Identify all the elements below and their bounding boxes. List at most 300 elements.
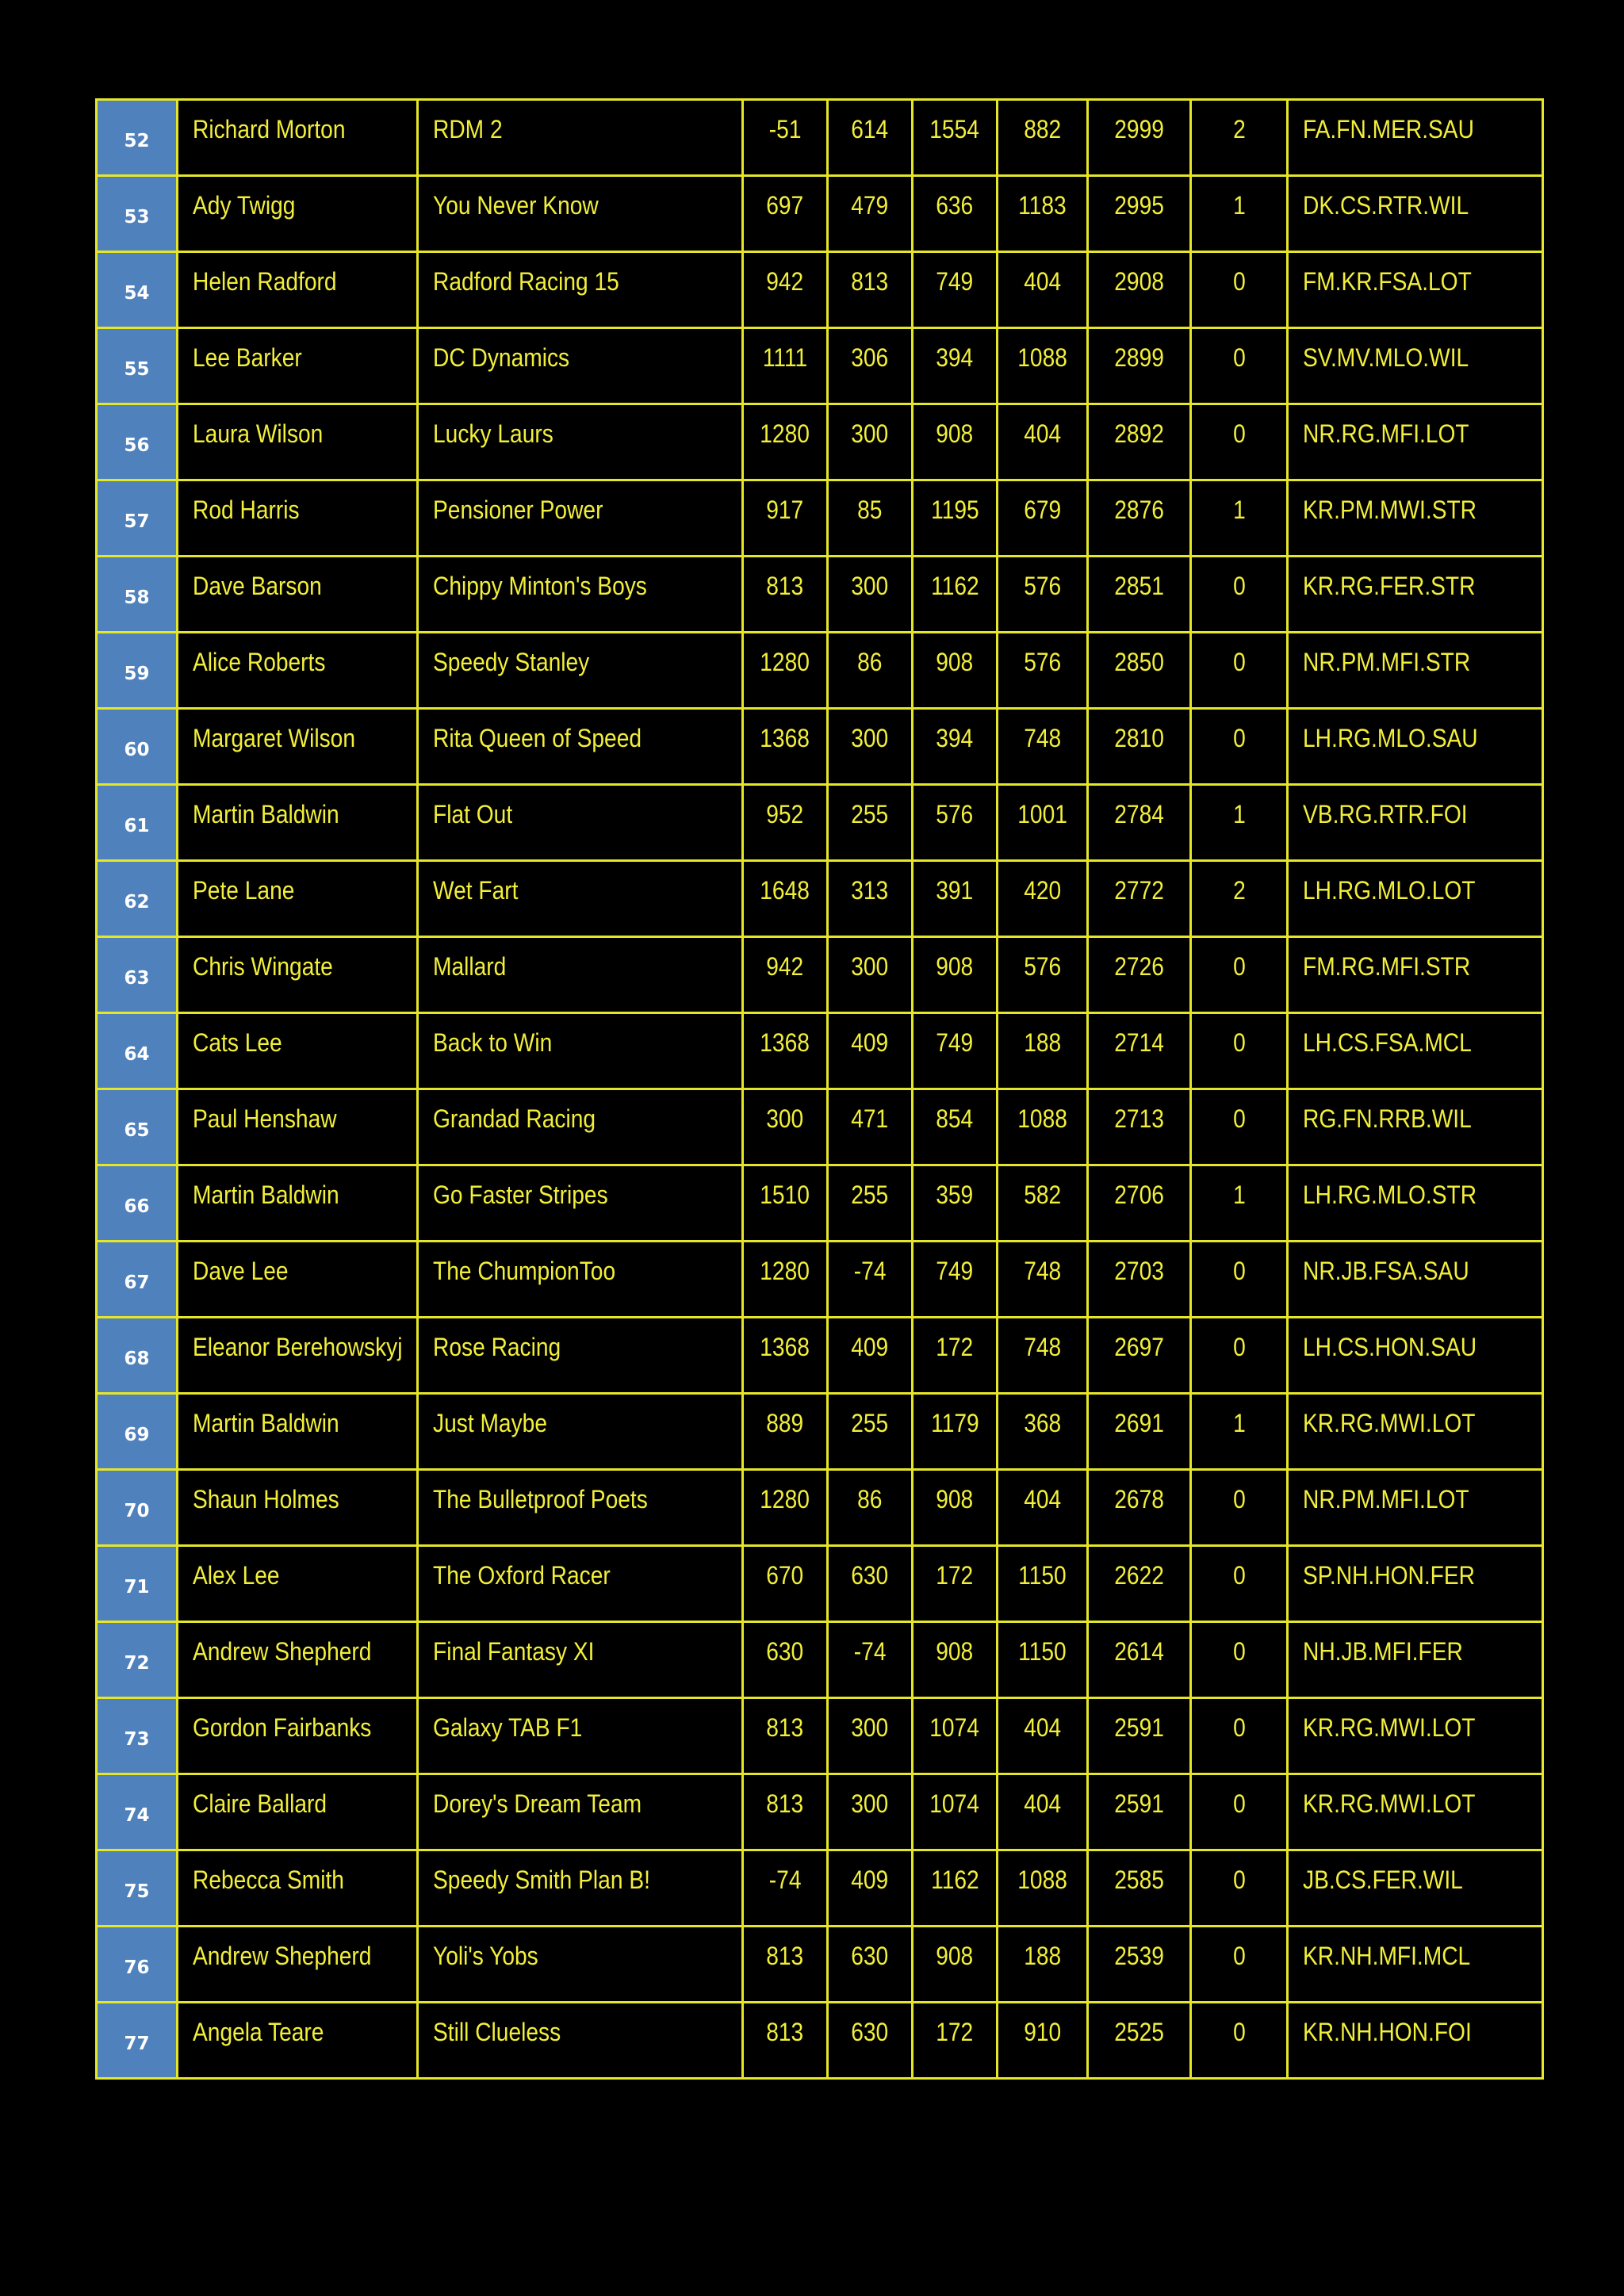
points-col-4-cell	[998, 1470, 1088, 1546]
extra-count-text: 0	[1232, 952, 1246, 981]
points-col-4-cell	[998, 1242, 1088, 1318]
player-name-cell	[178, 1013, 418, 1089]
points-col-4-cell	[998, 1850, 1088, 1927]
team-name-text: Speedy Smith Plan B!	[433, 1866, 650, 1894]
position-cell: 58	[97, 557, 178, 633]
points-col-2-text: 300	[851, 952, 889, 981]
extra-count-cell	[1191, 2003, 1288, 2079]
total-points-text: 2726	[1114, 952, 1164, 981]
team-name-cell	[418, 480, 743, 557]
points-col-4-text: 1150	[1018, 1637, 1067, 1666]
points-col-2-text: 86	[857, 648, 883, 676]
position-cell: 76	[97, 1927, 178, 2003]
points-col-4-text: 582	[1024, 1181, 1061, 1209]
points-col-3-text: 749	[936, 1028, 974, 1057]
points-col-2-cell	[828, 709, 913, 785]
total-points-text: 2810	[1114, 724, 1164, 752]
team-name-cell	[418, 252, 743, 328]
team-name-text: Radford Racing 15	[433, 267, 619, 296]
selection-code-text: FM.KR.FSA.LOT	[1303, 267, 1472, 296]
points-col-4-text: 576	[1024, 648, 1061, 676]
player-name-cell	[178, 1698, 418, 1774]
extra-count-cell	[1191, 328, 1288, 404]
team-name-cell	[418, 2003, 743, 2079]
position-cell: 74	[97, 1774, 178, 1850]
extra-count-cell	[1191, 1698, 1288, 1774]
extra-count-text: 1	[1232, 1409, 1246, 1437]
points-col-1-cell	[743, 1470, 828, 1546]
selection-code-text: NR.PM.MFI.STR	[1303, 648, 1471, 676]
points-col-1-text: 300	[766, 1104, 804, 1133]
table-row	[97, 404, 1543, 480]
selection-code-text: LH.RG.MLO.SAU	[1303, 724, 1478, 752]
points-col-2-text: 313	[851, 876, 889, 905]
position-cell: 71	[97, 1546, 178, 1622]
points-col-4-cell	[998, 861, 1088, 937]
selection-code-text: NH.JB.MFI.FER	[1303, 1637, 1463, 1666]
team-name-cell	[418, 1165, 743, 1242]
selection-code-text: KR.PM.MWI.STR	[1303, 496, 1477, 524]
extra-count-text: 2	[1232, 115, 1246, 144]
extra-count-text: 0	[1232, 648, 1246, 676]
points-col-4-text: 1183	[1018, 191, 1067, 220]
team-name-cell	[418, 633, 743, 709]
team-name-cell	[418, 328, 743, 404]
total-points-text: 2876	[1114, 496, 1164, 524]
extra-count-cell	[1191, 557, 1288, 633]
points-col-1-text: 917	[766, 496, 804, 524]
selection-code-text: KR.NH.HON.FOI	[1303, 2018, 1472, 2046]
table-row	[97, 861, 1543, 937]
selection-code-text: NR.PM.MFI.LOT	[1303, 1485, 1469, 1513]
points-col-3-cell	[913, 328, 998, 404]
points-col-2-cell	[828, 100, 913, 176]
points-col-3-text: 1195	[930, 496, 979, 524]
points-col-4-cell	[998, 633, 1088, 709]
team-name-text: The Bulletproof Poets	[433, 1485, 648, 1513]
total-points-text: 2678	[1114, 1485, 1164, 1513]
selection-code-text: LH.RG.MLO.LOT	[1303, 876, 1476, 905]
team-name-text: RDM 2	[433, 115, 503, 144]
extra-count-text: 0	[1232, 1561, 1246, 1590]
team-name-text: The Oxford Racer	[433, 1561, 611, 1590]
extra-count-text: 0	[1232, 267, 1246, 296]
extra-count-text: 0	[1232, 572, 1246, 600]
points-col-4-cell	[998, 785, 1088, 861]
position-cell: 75	[97, 1850, 178, 1927]
points-col-3-cell	[913, 1470, 998, 1546]
extra-count-cell	[1191, 937, 1288, 1013]
selection-code-cell	[1288, 1318, 1543, 1394]
points-col-1-text: 670	[766, 1561, 804, 1590]
extra-count-cell	[1191, 709, 1288, 785]
points-col-4-cell	[998, 1318, 1088, 1394]
team-name-cell	[418, 1013, 743, 1089]
total-points-cell	[1088, 557, 1191, 633]
extra-count-cell	[1191, 404, 1288, 480]
points-col-2-cell	[828, 404, 913, 480]
points-col-2-text: 409	[851, 1866, 889, 1894]
total-points-cell	[1088, 1622, 1191, 1698]
table-row	[97, 100, 1543, 176]
player-name-text: Richard Morton	[193, 115, 346, 144]
selection-code-text: FA.FN.MER.SAU	[1303, 115, 1474, 144]
total-points-text: 2784	[1114, 800, 1164, 828]
player-name-text: Angela Teare	[193, 2018, 324, 2046]
points-col-4-text: 1088	[1017, 1104, 1067, 1133]
selection-code-text: KR.NH.MFI.MCL	[1303, 1942, 1471, 1970]
points-col-3-text: 1179	[930, 1409, 979, 1437]
points-col-1-cell	[743, 1927, 828, 2003]
player-name-cell	[178, 1774, 418, 1850]
total-points-cell	[1088, 1850, 1191, 1927]
team-name-cell	[418, 1774, 743, 1850]
team-name-text: The ChumpionToo	[433, 1257, 616, 1285]
points-col-1-cell	[743, 937, 828, 1013]
points-col-1-cell	[743, 100, 828, 176]
points-col-3-text: 636	[936, 191, 974, 220]
total-points-cell	[1088, 176, 1191, 252]
total-points-cell	[1088, 1089, 1191, 1165]
extra-count-cell	[1191, 252, 1288, 328]
points-col-3-cell	[913, 785, 998, 861]
table-row	[97, 937, 1543, 1013]
points-col-1-cell	[743, 404, 828, 480]
total-points-text: 2539	[1114, 1942, 1164, 1970]
points-col-4-text: 882	[1024, 115, 1061, 144]
player-name-text: Shaun Holmes	[193, 1485, 339, 1513]
player-name-text: Martin Baldwin	[193, 1181, 339, 1209]
total-points-text: 2591	[1114, 1789, 1164, 1818]
table-row	[97, 785, 1543, 861]
player-name-cell	[178, 328, 418, 404]
extra-count-cell	[1191, 1242, 1288, 1318]
extra-count-text: 0	[1232, 419, 1246, 448]
position-cell: 63	[97, 937, 178, 1013]
extra-count-cell	[1191, 1165, 1288, 1242]
points-col-1-text: 813	[766, 1942, 804, 1970]
points-col-1-cell	[743, 861, 828, 937]
points-col-2-cell	[828, 1318, 913, 1394]
total-points-cell	[1088, 1774, 1191, 1850]
player-name-text: Alex Lee	[193, 1561, 280, 1590]
team-name-text: Rose Racing	[433, 1333, 561, 1361]
extra-count-text: 2	[1232, 876, 1246, 905]
player-name-text: Margaret Wilson	[193, 724, 355, 752]
selection-code-text: SP.NH.HON.FER	[1303, 1561, 1475, 1590]
total-points-cell	[1088, 1698, 1191, 1774]
position-cell: 70	[97, 1470, 178, 1546]
total-points-cell	[1088, 1013, 1191, 1089]
points-col-1-cell	[743, 1242, 828, 1318]
total-points-text: 2908	[1114, 267, 1164, 296]
selection-code-text: KR.RG.FER.STR	[1303, 572, 1476, 600]
team-name-text: Wet Fart	[433, 876, 519, 905]
points-col-4-cell	[998, 2003, 1088, 2079]
total-points-text: 2995	[1114, 191, 1164, 220]
points-col-3-text: 1554	[929, 115, 980, 144]
team-name-text: Mallard	[433, 952, 507, 981]
total-points-text: 2999	[1114, 115, 1164, 144]
points-col-1-text: 1368	[760, 1028, 810, 1057]
selection-code-text: NR.JB.FSA.SAU	[1303, 1257, 1469, 1285]
points-col-1-text: 813	[766, 572, 804, 600]
extra-count-cell	[1191, 1318, 1288, 1394]
points-col-3-text: 1074	[929, 1789, 980, 1818]
points-col-3-text: 359	[936, 1181, 974, 1209]
player-name-cell	[178, 1242, 418, 1318]
table-row	[97, 557, 1543, 633]
points-col-3-text: 172	[936, 2018, 974, 2046]
extra-count-text: 0	[1232, 1257, 1246, 1285]
extra-count-text: 1	[1232, 496, 1246, 524]
extra-count-text: 0	[1232, 1713, 1246, 1742]
player-name-text: Helen Radford	[193, 267, 337, 296]
team-name-text: Final Fantasy XI	[433, 1637, 595, 1666]
points-col-4-cell	[998, 176, 1088, 252]
points-col-4-cell	[998, 1622, 1088, 1698]
selection-code-cell	[1288, 861, 1543, 937]
points-col-3-cell	[913, 2003, 998, 2079]
points-col-3-cell	[913, 404, 998, 480]
points-col-2-cell	[828, 861, 913, 937]
total-points-text: 2713	[1114, 1104, 1164, 1133]
total-points-text: 2703	[1114, 1257, 1164, 1285]
player-name-cell	[178, 1470, 418, 1546]
position-cell: 72	[97, 1622, 178, 1698]
player-name-cell	[178, 404, 418, 480]
team-name-cell	[418, 176, 743, 252]
selection-code-cell	[1288, 252, 1543, 328]
points-col-1-text: 630	[766, 1637, 804, 1666]
points-col-2-cell	[828, 1698, 913, 1774]
extra-count-text: 0	[1232, 724, 1246, 752]
points-col-3-text: 908	[936, 1485, 974, 1513]
points-col-4-text: 910	[1024, 2018, 1061, 2046]
total-points-text: 2697	[1114, 1333, 1164, 1361]
points-col-2-text: 300	[851, 1713, 889, 1742]
position-cell: 60	[97, 709, 178, 785]
points-col-4-cell	[998, 328, 1088, 404]
table-row	[97, 1546, 1543, 1622]
selection-code-text: FM.RG.MFI.STR	[1303, 952, 1471, 981]
points-col-4-text: 404	[1024, 419, 1061, 448]
player-name-cell	[178, 480, 418, 557]
points-col-1-cell	[743, 709, 828, 785]
points-col-2-text: 86	[857, 1485, 883, 1513]
team-name-text: Speedy Stanley	[433, 648, 590, 676]
selection-code-text: DK.CS.RTR.WIL	[1303, 191, 1469, 220]
points-col-4-text: 576	[1024, 952, 1061, 981]
extra-count-cell	[1191, 1774, 1288, 1850]
extra-count-text: 0	[1232, 1333, 1246, 1361]
points-col-3-text: 1162	[930, 1866, 979, 1894]
points-col-1-text: 1510	[760, 1181, 810, 1209]
team-name-cell	[418, 1546, 743, 1622]
points-col-3-cell	[913, 1165, 998, 1242]
table-row	[97, 1165, 1543, 1242]
points-col-4-cell	[998, 1394, 1088, 1470]
selection-code-text: LH.CS.FSA.MCL	[1303, 1028, 1472, 1057]
points-col-4-cell	[998, 1698, 1088, 1774]
table-row	[97, 1850, 1543, 1927]
extra-count-text: 1	[1232, 1181, 1246, 1209]
extra-count-text: 0	[1232, 2018, 1246, 2046]
table-row	[97, 176, 1543, 252]
selection-code-cell	[1288, 100, 1543, 176]
points-col-2-cell	[828, 633, 913, 709]
total-points-cell	[1088, 252, 1191, 328]
player-name-cell	[178, 557, 418, 633]
points-col-2-text: 630	[851, 2018, 889, 2046]
selection-code-text: NR.RG.MFI.LOT	[1303, 419, 1469, 448]
extra-count-cell	[1191, 480, 1288, 557]
points-col-1-cell	[743, 1622, 828, 1698]
selection-code-cell	[1288, 1242, 1543, 1318]
points-col-3-text: 1074	[929, 1713, 980, 1742]
points-col-4-text: 188	[1024, 1028, 1061, 1057]
selection-code-cell	[1288, 937, 1543, 1013]
team-name-cell	[418, 404, 743, 480]
points-col-3-text: 749	[936, 267, 974, 296]
points-col-2-text: 255	[851, 1181, 889, 1209]
points-col-1-cell	[743, 785, 828, 861]
points-col-2-cell	[828, 1774, 913, 1850]
table-row	[97, 1774, 1543, 1850]
player-name-cell	[178, 861, 418, 937]
points-col-2-text: 630	[851, 1561, 889, 1590]
points-col-3-text: 391	[936, 876, 974, 905]
player-name-cell	[178, 709, 418, 785]
player-name-text: Andrew Shepherd	[193, 1637, 372, 1666]
team-name-cell	[418, 1698, 743, 1774]
total-points-text: 2850	[1114, 648, 1164, 676]
player-name-cell	[178, 1546, 418, 1622]
total-points-cell	[1088, 633, 1191, 709]
points-col-1-text: 1280	[760, 1485, 810, 1513]
points-col-1-text: 1280	[760, 648, 810, 676]
points-col-4-text: 1088	[1017, 1866, 1067, 1894]
selection-code-cell	[1288, 785, 1543, 861]
extra-count-cell	[1191, 1394, 1288, 1470]
points-col-2-cell	[828, 1470, 913, 1546]
points-col-4-cell	[998, 100, 1088, 176]
player-name-text: Laura Wilson	[193, 419, 324, 448]
player-name-text: Gordon Fairbanks	[193, 1713, 372, 1742]
points-col-3-cell	[913, 1013, 998, 1089]
total-points-text: 2899	[1114, 343, 1164, 372]
table-row	[97, 1698, 1543, 1774]
extra-count-text: 0	[1232, 1789, 1246, 1818]
points-col-1-cell	[743, 557, 828, 633]
points-col-1-text: 1280	[760, 419, 810, 448]
team-name-cell	[418, 557, 743, 633]
points-col-3-cell	[913, 709, 998, 785]
points-col-2-cell	[828, 1013, 913, 1089]
extra-count-cell	[1191, 1013, 1288, 1089]
points-col-1-cell	[743, 633, 828, 709]
player-name-text: Paul Henshaw	[193, 1104, 337, 1133]
points-col-4-text: 576	[1024, 572, 1061, 600]
total-points-cell	[1088, 785, 1191, 861]
points-col-3-text: 394	[936, 724, 974, 752]
extra-count-cell	[1191, 785, 1288, 861]
points-col-3-text: 1162	[930, 572, 979, 600]
team-name-text: Rita Queen of Speed	[433, 724, 642, 752]
points-col-3-text: 908	[936, 1637, 974, 1666]
points-col-4-text: 188	[1024, 1942, 1061, 1970]
position-cell: 67	[97, 1242, 178, 1318]
points-col-2-text: 300	[851, 419, 889, 448]
points-col-3-text: 749	[936, 1257, 974, 1285]
points-col-3-cell	[913, 557, 998, 633]
player-name-text: Eleanor Berehowskyj	[193, 1333, 403, 1361]
points-col-4-cell	[998, 404, 1088, 480]
extra-count-text: 0	[1232, 1485, 1246, 1513]
team-name-text: Back to Win	[433, 1028, 553, 1057]
selection-code-cell	[1288, 1927, 1543, 2003]
points-col-4-cell	[998, 1165, 1088, 1242]
extra-count-cell	[1191, 1622, 1288, 1698]
points-col-2-cell	[828, 1242, 913, 1318]
selection-code-text: SV.MV.MLO.WIL	[1303, 343, 1469, 372]
points-col-2-cell	[828, 2003, 913, 2079]
total-points-cell	[1088, 1165, 1191, 1242]
points-col-1-text: 942	[766, 267, 804, 296]
points-col-4-cell	[998, 937, 1088, 1013]
table-row	[97, 1927, 1543, 2003]
table-row	[97, 2003, 1543, 2079]
points-col-4-text: 748	[1024, 724, 1061, 752]
extra-count-text: 0	[1232, 1028, 1246, 1057]
position-cell: 68	[97, 1318, 178, 1394]
points-col-4-text: 1088	[1017, 343, 1067, 372]
points-col-2-text: 300	[851, 572, 889, 600]
selection-code-text: LH.CS.HON.SAU	[1303, 1333, 1477, 1361]
selection-code-cell	[1288, 709, 1543, 785]
points-col-2-cell	[828, 785, 913, 861]
selection-code-text: VB.RG.RTR.FOI	[1303, 800, 1468, 828]
points-col-2-text: 813	[851, 267, 889, 296]
points-col-2-cell	[828, 557, 913, 633]
extra-count-text: 0	[1232, 1637, 1246, 1666]
team-name-cell	[418, 1318, 743, 1394]
player-name-cell	[178, 1622, 418, 1698]
total-points-cell	[1088, 709, 1191, 785]
selection-code-cell	[1288, 176, 1543, 252]
points-col-2-text: 300	[851, 724, 889, 752]
points-col-1-text: 1111	[762, 343, 808, 372]
points-col-1-cell	[743, 1698, 828, 1774]
total-points-cell	[1088, 1394, 1191, 1470]
selection-code-cell	[1288, 1622, 1543, 1698]
table-row	[97, 480, 1543, 557]
total-points-cell	[1088, 1318, 1191, 1394]
points-col-2-cell	[828, 1394, 913, 1470]
points-col-2-cell	[828, 1622, 913, 1698]
points-col-2-text: 255	[851, 1409, 889, 1437]
extra-count-text: 0	[1232, 1866, 1246, 1894]
points-col-4-text: 748	[1024, 1333, 1061, 1361]
player-name-cell	[178, 176, 418, 252]
total-points-cell	[1088, 2003, 1191, 2079]
total-points-cell	[1088, 937, 1191, 1013]
extra-count-cell	[1191, 1927, 1288, 2003]
team-name-cell	[418, 1850, 743, 1927]
total-points-cell	[1088, 1470, 1191, 1546]
player-name-cell	[178, 1927, 418, 2003]
points-col-4-text: 404	[1024, 1789, 1061, 1818]
